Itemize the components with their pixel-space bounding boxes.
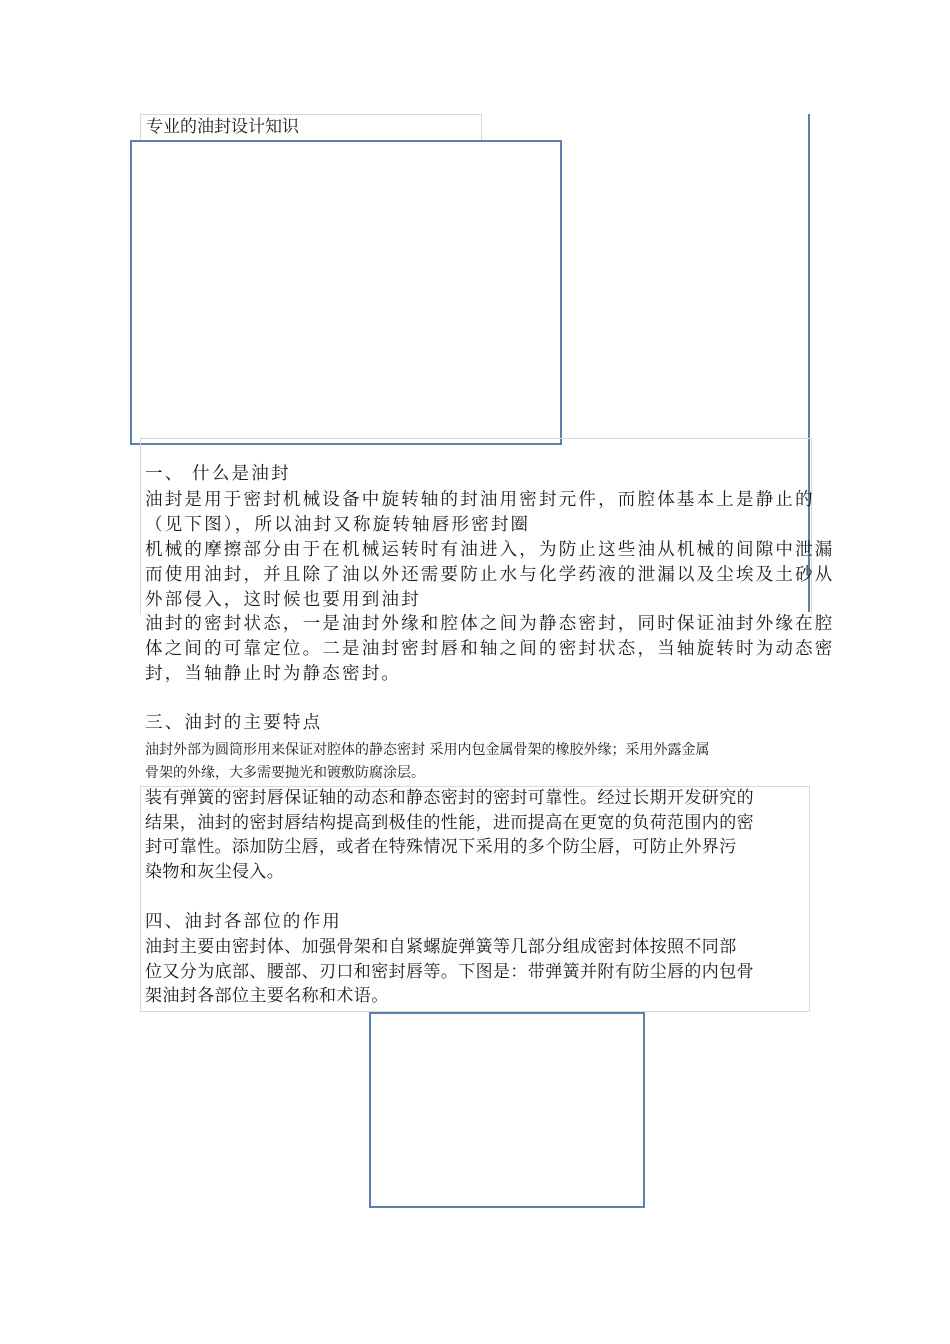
section1-line: 而使用油封，并且除了油以外还需要防止水与化学药液的泄漏以及尘埃及土砂从 xyxy=(145,565,835,585)
section3-line: 封可靠性。添加防尘唇，或者在特殊情况下采用的多个防尘唇，可防止外界污 xyxy=(145,837,737,857)
section3-small-line: 油封外部为圆筒形用来保证对腔体的静态密封 采用内包金属骨架的橡胶外缘；采用外露金属 xyxy=(145,742,710,758)
section3-heading: 三、油封的主要特点 xyxy=(145,713,323,733)
section4-line: 位又分为底部、腰部、刃口和密封唇等。下图是：带弹簧并附有防尘唇的内包骨 xyxy=(145,962,754,982)
section4-line: 油封主要由密封体、加强骨架和自紧螺旋弹簧等几部分组成密封体按照不同部 xyxy=(145,937,737,957)
section1-line: 机械的摩擦部分由于在机械运转时有油进入，为防止这些油从机械的间隙中泄漏 xyxy=(145,540,835,560)
section1-line: （见下图），所以油封又称旋转轴唇形密封圈 xyxy=(145,515,531,535)
section1-line: 外部侵入，这时候也要用到油封 xyxy=(145,590,421,610)
section1-line: 体之间的可靠定位。二是油封密封唇和轴之间的密封状态，当轴旋转时为动态密 xyxy=(145,639,835,659)
section3-line: 装有弹簧的密封唇保证轴的动态和静态密封的密封可靠性。经过长期开发研究的 xyxy=(145,788,754,808)
oil-seal-figure-2 xyxy=(369,1012,645,1208)
section1-line: 油封的密封状态，一是油封外缘和腔体之间为静态密封，同时保证油封外缘在腔 xyxy=(145,614,835,634)
section1-heading: 一、 什么是油封 xyxy=(145,464,291,484)
section1-line: 封，当轴静止时为静态密封。 xyxy=(145,664,402,684)
oil-seal-figure-1 xyxy=(130,140,562,445)
section3-line: 染物和灰尘侵入。 xyxy=(145,862,285,882)
section1-line: 油封是用于密封机械设备中旋转轴的封油用密封元件，而腔体基本上是静止的 xyxy=(145,490,815,510)
document-title: 专业的油封设计知识 xyxy=(140,114,482,140)
section3-small-line: 骨架的外缘，大多需要抛光和镀敷防腐涂层。 xyxy=(145,765,425,781)
section4-heading: 四、油封各部位的作用 xyxy=(145,912,342,932)
section3-line: 结果，油封的密封唇结构提高到极佳的性能，进而提高在更宽的负荷范围内的密 xyxy=(145,813,754,833)
section4-line: 架油封各部位主要名称和术语。 xyxy=(145,986,389,1006)
